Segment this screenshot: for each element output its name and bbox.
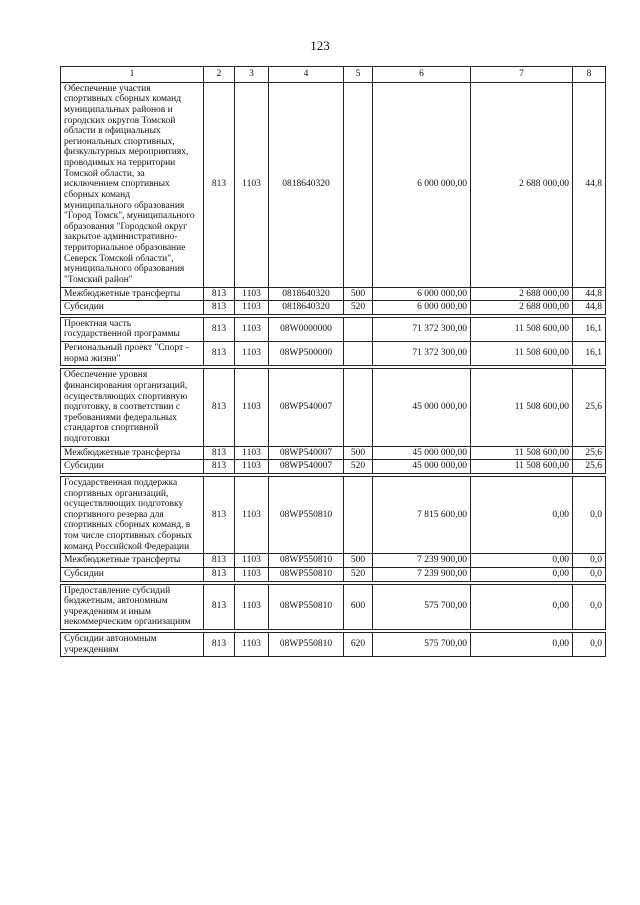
column-header-2: 2 [204, 67, 235, 83]
actual-amount-cell: 0,00 [471, 567, 573, 581]
column-header-6: 6 [373, 67, 471, 83]
table-row [61, 554, 606, 568]
plan-amount-cell: 45 000 000,00 [373, 369, 471, 446]
percent-cell: 0,0 [573, 584, 606, 630]
target-article-cell: 0818640320 [269, 301, 344, 315]
percent-cell: 16,1 [573, 342, 606, 366]
target-article-cell: 08WP550810 [269, 554, 344, 568]
plan-amount-cell: 6 000 000,00 [373, 301, 471, 315]
budget-table [60, 66, 606, 657]
section-cell: 1103 [235, 633, 269, 657]
actual-amount-cell: 11 508 600,00 [471, 369, 573, 446]
table-row [61, 287, 606, 301]
table-row [61, 369, 606, 446]
section-cell: 1103 [235, 287, 269, 301]
ved-cell: 813 [204, 82, 235, 287]
column-header-5: 5 [344, 67, 373, 83]
section-cell: 1103 [235, 554, 269, 568]
page-number: 123 [310, 38, 330, 53]
ved-cell: 813 [204, 633, 235, 657]
target-article-cell: 08WP550810 [269, 567, 344, 581]
percent-cell: 0,0 [573, 554, 606, 568]
actual-amount-cell: 11 508 600,00 [471, 317, 573, 341]
table-row [61, 301, 606, 315]
actual-amount-cell: 11 508 600,00 [471, 446, 573, 460]
section-cell: 1103 [235, 82, 269, 287]
table-row [61, 82, 606, 287]
section-cell: 1103 [235, 584, 269, 630]
percent-cell: 0,0 [573, 567, 606, 581]
plan-amount-cell: 6 000 000,00 [373, 287, 471, 301]
ved-cell: 813 [204, 567, 235, 581]
actual-amount-cell: 0,00 [471, 584, 573, 630]
percent-cell: 0,0 [573, 476, 606, 553]
actual-amount-cell: 11 508 600,00 [471, 460, 573, 474]
expense-type-cell: 500 [344, 446, 373, 460]
name-cell: Государственная поддержка спортивных организаций, осуществляющих подготовку спортивного резерва для спортивных сборных команд, в том числе спортивных сборных команд Российской Федерации [61, 476, 204, 553]
expense-type-cell: 620 [344, 633, 373, 657]
ved-cell: 813 [204, 554, 235, 568]
ved-cell: 813 [204, 460, 235, 474]
percent-cell: 44,8 [573, 301, 606, 315]
section-cell: 1103 [235, 446, 269, 460]
plan-amount-cell: 7 239 900,00 [373, 554, 471, 568]
actual-amount-cell: 0,00 [471, 633, 573, 657]
target-article-cell: 0818640320 [269, 82, 344, 287]
name-cell: Региональный проект "Спорт - норма жизни" [61, 342, 204, 366]
name-cell: Субсидии [61, 567, 204, 581]
percent-cell: 0,0 [573, 633, 606, 657]
column-header-7: 7 [471, 67, 573, 83]
table-row [61, 584, 606, 630]
target-article-cell: 0818640320 [269, 287, 344, 301]
ved-cell: 813 [204, 476, 235, 553]
section-cell: 1103 [235, 567, 269, 581]
name-cell: Субсидии [61, 301, 204, 315]
plan-amount-cell: 45 000 000,00 [373, 446, 471, 460]
column-header-8: 8 [573, 67, 606, 83]
actual-amount-cell: 2 688 000,00 [471, 82, 573, 287]
table-row [61, 446, 606, 460]
target-article-cell: 08WP540007 [269, 446, 344, 460]
actual-amount-cell: 11 508 600,00 [471, 342, 573, 366]
table-row [61, 633, 606, 657]
expense-type-cell: 600 [344, 584, 373, 630]
target-article-cell: 08W0000000 [269, 317, 344, 341]
name-cell: Субсидии автономным учреждениям [61, 633, 204, 657]
expense-type-cell [344, 476, 373, 553]
section-cell: 1103 [235, 342, 269, 366]
expense-type-cell: 520 [344, 301, 373, 315]
section-cell: 1103 [235, 317, 269, 341]
name-cell: Межбюджетные трансферты [61, 446, 204, 460]
column-header-3: 3 [235, 67, 269, 83]
target-article-cell: 08WP550810 [269, 476, 344, 553]
ved-cell: 813 [204, 287, 235, 301]
name-cell: Предоставление субсидий бюджетным, автономным учреждениям и иным некоммерческим организациям [61, 584, 204, 630]
expense-type-cell: 520 [344, 460, 373, 474]
name-cell: Проектная часть государственной программы [61, 317, 204, 341]
name-cell: Межбюджетные трансферты [61, 287, 204, 301]
table-row [61, 317, 606, 341]
name-cell: Субсидии [61, 460, 204, 474]
expense-type-cell [344, 317, 373, 341]
target-article-cell: 08WP550810 [269, 633, 344, 657]
plan-amount-cell: 71 372 300,00 [373, 342, 471, 366]
plan-amount-cell: 71 372 300,00 [373, 317, 471, 341]
table-row [61, 342, 606, 366]
percent-cell: 16,1 [573, 317, 606, 341]
name-cell: Межбюджетные трансферты [61, 554, 204, 568]
expense-type-cell: 520 [344, 567, 373, 581]
ved-cell: 813 [204, 317, 235, 341]
table-row [61, 476, 606, 553]
actual-amount-cell: 0,00 [471, 554, 573, 568]
plan-amount-cell: 575 700,00 [373, 584, 471, 630]
column-header-4: 4 [269, 67, 344, 83]
table-row [61, 567, 606, 581]
expense-type-cell: 500 [344, 554, 373, 568]
target-article-cell: 08WP540007 [269, 460, 344, 474]
ved-cell: 813 [204, 369, 235, 446]
actual-amount-cell: 2 688 000,00 [471, 301, 573, 315]
expense-type-cell [344, 82, 373, 287]
plan-amount-cell: 7 239 900,00 [373, 567, 471, 581]
percent-cell: 25,6 [573, 446, 606, 460]
name-cell: Обеспечение участия спортивных сборных команд муниципальных районов и городских округов Томской области в официальных региональных спортивных, физкультурных мероприятиях, проводимых на территории Томской области, за исключением спортивных сборных команд муниципального образования "Город Томск", муниципального образования "Городской округ закрытое административно-территориальное образование Северск Томской области", муниципального образования "Томский район" [61, 82, 204, 287]
section-cell: 1103 [235, 460, 269, 474]
plan-amount-cell: 575 700,00 [373, 633, 471, 657]
column-header-1: 1 [61, 67, 204, 83]
section-cell: 1103 [235, 476, 269, 553]
actual-amount-cell: 2 688 000,00 [471, 287, 573, 301]
target-article-cell: 08WP540007 [269, 369, 344, 446]
ved-cell: 813 [204, 342, 235, 366]
percent-cell: 44,8 [573, 82, 606, 287]
section-cell: 1103 [235, 301, 269, 315]
table-row [61, 460, 606, 474]
target-article-cell: 08WP500000 [269, 342, 344, 366]
expense-type-cell [344, 342, 373, 366]
section-cell: 1103 [235, 369, 269, 446]
name-cell: Обеспечение уровня финансирования организаций, осуществляющих спортивную подготовку, в соответствии с требованиями федеральных стандартов спортивной подготовки [61, 369, 204, 446]
plan-amount-cell: 45 000 000,00 [373, 460, 471, 474]
target-article-cell: 08WP550810 [269, 584, 344, 630]
ved-cell: 813 [204, 301, 235, 315]
expense-type-cell: 500 [344, 287, 373, 301]
plan-amount-cell: 6 000 000,00 [373, 82, 471, 287]
actual-amount-cell: 0,00 [471, 476, 573, 553]
header-row [61, 67, 606, 83]
percent-cell: 44,8 [573, 287, 606, 301]
plan-amount-cell: 7 815 600,00 [373, 476, 471, 553]
percent-cell: 25,6 [573, 369, 606, 446]
percent-cell: 25,6 [573, 460, 606, 474]
expense-type-cell [344, 369, 373, 446]
ved-cell: 813 [204, 446, 235, 460]
ved-cell: 813 [204, 584, 235, 630]
